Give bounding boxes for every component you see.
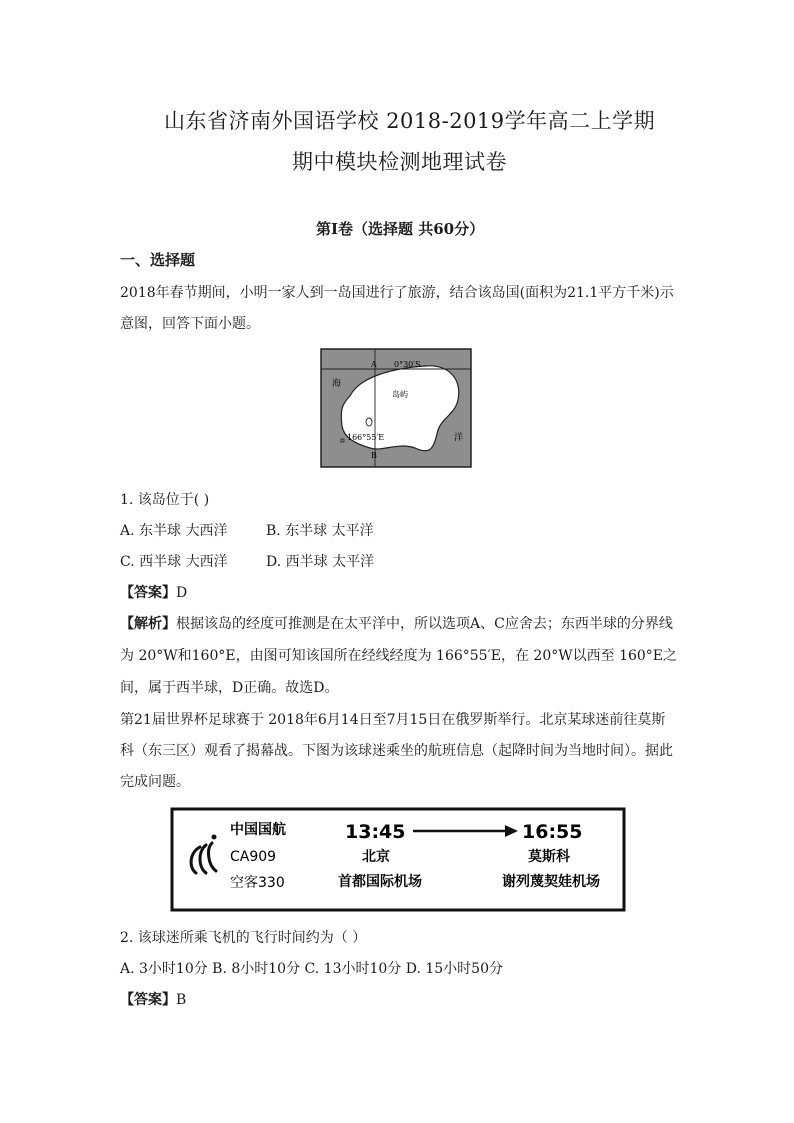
q1-option-d: D. 西半球 太平洋 [266,554,375,570]
answer-value: D [176,585,188,601]
aircraft-type: 空客330 [230,875,285,891]
departure-airport: 首都国际机场 [338,874,422,890]
q1-option-c: C. 西半球 大西洋 [120,554,228,570]
arrival-city: 莫斯科 [528,849,570,865]
map-label-latitude: 0°30′S [394,360,421,369]
part-one-heading: 一、选择题 [120,251,196,269]
intro-line-1: 2018年春节期间，小明一家人到一岛国进行了旅游，结合该岛国(面积为21.1平方千米)示 [120,285,674,301]
q2-options: A. 3小时10分 B. 8小时10分 C. 13小时10分 D. 15小时50分 [120,961,503,977]
q1-analysis-line2: 为 20°W和160°E，由图可知该国所在经线经度为 166°55′E，在 20°W以西至 160°E之 [120,648,678,664]
q2-stem: 2. 该球迷所乘飞机的飞行时间约为（ ） [120,930,367,946]
map-label-b: B [371,451,377,460]
intro-line-2: 意图，回答下面小题。 [120,316,260,332]
airline-name: 中国国航 [230,822,286,838]
q1-stem: 1. 该岛位于( ) [120,492,210,508]
q1-answer [120,582,187,602]
document-title-line1: 山东省济南外国语学校 2018-2019学年高二上学期 [164,109,656,133]
analysis-label: 【解析】 [120,616,176,632]
departure-time: 13:45 [345,821,406,843]
map-label-longitude: 166°55′E [347,433,385,442]
map-label-sea: 海 [332,379,342,389]
flight-info-figure [170,807,626,912]
intro2-line-1: 第21届世界杯足球赛于 2018年6月14日至7月15日在俄罗斯举行。北京某球迷前往莫斯 [120,712,666,728]
island-map-figure [320,348,472,468]
answer-label: 【答案】 [120,585,176,601]
answer-label: 【答案】 [120,992,176,1008]
document-title-line2: 期中模块检测地理试卷 [292,150,507,174]
answer-value: B [176,992,187,1008]
map-label-ocean: 洋 [454,433,464,443]
q1-option-a: A. 东半球 大西洋 [120,523,228,539]
analysis-text: 根据该岛的经度可推测是在太平洋中，所以选项A、C应舍去；东西半球的分界线 [176,616,673,632]
q1-option-b: B. 东半球 太平洋 [266,523,374,539]
flight-number: CA909 [230,849,277,865]
arrival-airport: 谢列蔑契娃机场 [502,874,600,890]
arrival-time: 16:55 [522,821,583,843]
q2-answer [120,989,186,1009]
section-header: 第Ⅰ卷（选择题 共60分） [316,220,485,238]
intro2-line-3: 完成问题。 [120,774,190,790]
q1-analysis-line3: 间，属于西半球，D正确。故选D。 [120,680,339,696]
map-label-island: 岛屿 [392,390,408,399]
q1-analysis-line1 [120,613,673,633]
intro2-line-2: 科（东三区）观看了揭幕战。下图为该球迷乘坐的航班信息（起降时间为当地时间）。据此 [120,743,673,759]
map-label-a: A [371,360,377,369]
departure-city: 北京 [362,849,390,865]
